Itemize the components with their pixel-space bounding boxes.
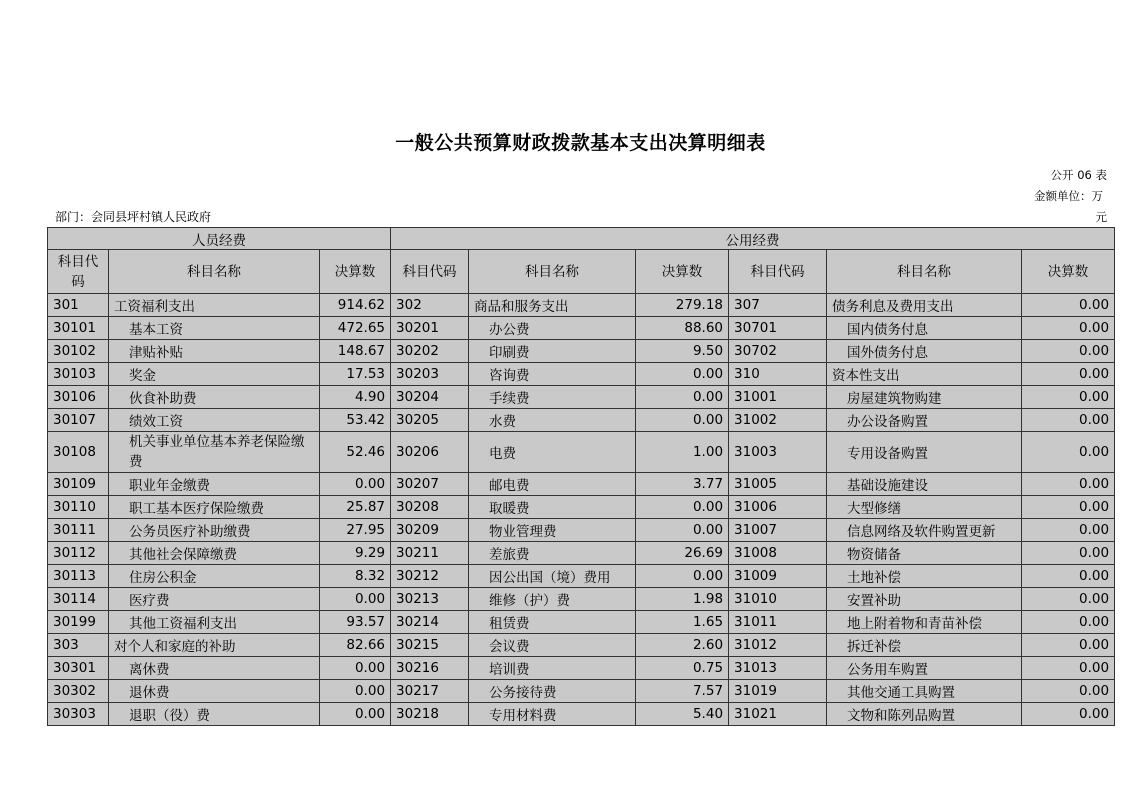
- cell-name: 维修（护）费: [469, 588, 636, 611]
- form-number: 公开 06 表: [1050, 168, 1107, 182]
- cell-name: 水费: [469, 409, 636, 432]
- table-row: [48, 565, 1115, 588]
- cell-amount: 0.00: [1022, 680, 1115, 703]
- cell-amount: 0.00: [636, 409, 729, 432]
- cell-name: 房屋建筑物购建: [827, 386, 1022, 409]
- cell-code: 31002: [729, 409, 827, 432]
- cell-amount: 914.62: [320, 294, 391, 317]
- column-header-amount: 决算数: [636, 250, 729, 294]
- unit-label: 金额单位：万: [1034, 189, 1103, 203]
- column-header-code: 科目代码: [391, 250, 469, 294]
- cell-name: 咨询费: [469, 363, 636, 386]
- cell-code: 31007: [729, 519, 827, 542]
- cell-code: 30213: [391, 588, 469, 611]
- cell-name: 奖金: [109, 363, 320, 386]
- cell-name: 办公设备购置: [827, 409, 1022, 432]
- cell-name: 差旅费: [469, 542, 636, 565]
- cell-code: 30217: [391, 680, 469, 703]
- cell-amount: 9.29: [320, 542, 391, 565]
- table-row: [48, 386, 1115, 409]
- cell-code: 31001: [729, 386, 827, 409]
- cell-name: 因公出国（境）费用: [469, 565, 636, 588]
- cell-code: 31005: [729, 473, 827, 496]
- cell-amount: 2.60: [636, 634, 729, 657]
- cell-amount: 82.66: [320, 634, 391, 657]
- cell-name: 津贴补贴: [109, 340, 320, 363]
- cell-code: 30208: [391, 496, 469, 519]
- cell-code: 30203: [391, 363, 469, 386]
- cell-amount: 0.00: [320, 680, 391, 703]
- cell-name: 工资福利支出: [109, 294, 320, 317]
- cell-name: 会议费: [469, 634, 636, 657]
- cell-amount: 0.00: [320, 473, 391, 496]
- cell-code: 30303: [48, 703, 109, 726]
- table-row: [48, 680, 1115, 703]
- cell-name: 其他工资福利支出: [109, 611, 320, 634]
- cell-code: 30102: [48, 340, 109, 363]
- cell-amount: 0.75: [636, 657, 729, 680]
- cell-code: 30112: [48, 542, 109, 565]
- cell-amount: 0.00: [1022, 496, 1115, 519]
- table-row: [48, 519, 1115, 542]
- cell-code: 31011: [729, 611, 827, 634]
- cell-code: 30106: [48, 386, 109, 409]
- cell-amount: 0.00: [1022, 294, 1115, 317]
- column-header-code: 科目代码: [48, 250, 109, 294]
- cell-name: 专用设备购置: [827, 432, 1022, 473]
- cell-name: 对个人和家庭的补助: [109, 634, 320, 657]
- cell-name: 物资储备: [827, 542, 1022, 565]
- cell-code: 30114: [48, 588, 109, 611]
- table-row: [48, 703, 1115, 726]
- group-header-row: [48, 228, 1115, 250]
- column-header-code: 科目代码: [729, 250, 827, 294]
- cell-code: 31010: [729, 588, 827, 611]
- cell-code: 30209: [391, 519, 469, 542]
- cell-code: 310: [729, 363, 827, 386]
- cell-amount: 1.00: [636, 432, 729, 473]
- cell-code: 30201: [391, 317, 469, 340]
- cell-code: 31021: [729, 703, 827, 726]
- cell-code: 30113: [48, 565, 109, 588]
- cell-code: 31013: [729, 657, 827, 680]
- cell-name: 信息网络及软件购置更新: [827, 519, 1022, 542]
- table-row: [48, 542, 1115, 565]
- cell-amount: 5.40: [636, 703, 729, 726]
- cell-amount: 26.69: [636, 542, 729, 565]
- cell-code: 30107: [48, 409, 109, 432]
- table-row: [48, 317, 1115, 340]
- table-row: [48, 611, 1115, 634]
- cell-code: 31009: [729, 565, 827, 588]
- cell-name: 土地补偿: [827, 565, 1022, 588]
- cell-amount: 17.53: [320, 363, 391, 386]
- group-header-personnel: 人员经费: [48, 228, 391, 250]
- table-row: [48, 588, 1115, 611]
- cell-name: 债务利息及费用支出: [827, 294, 1022, 317]
- cell-code: 30110: [48, 496, 109, 519]
- cell-name: 公务用车购置: [827, 657, 1022, 680]
- cell-name: 其他社会保障缴费: [109, 542, 320, 565]
- cell-name: 物业管理费: [469, 519, 636, 542]
- cell-name: 职工基本医疗保险缴费: [109, 496, 320, 519]
- cell-name: 基础设施建设: [827, 473, 1022, 496]
- cell-code: 30111: [48, 519, 109, 542]
- cell-code: 30205: [391, 409, 469, 432]
- cell-amount: 25.87: [320, 496, 391, 519]
- cell-code: 30101: [48, 317, 109, 340]
- cell-name: 机关事业单位基本养老保险缴费: [109, 432, 320, 473]
- cell-amount: 52.46: [320, 432, 391, 473]
- cell-code: 31012: [729, 634, 827, 657]
- cell-amount: 148.67: [320, 340, 391, 363]
- cell-name: 离休费: [109, 657, 320, 680]
- column-header-name: 科目名称: [469, 250, 636, 294]
- cell-amount: 0.00: [1022, 317, 1115, 340]
- cell-code: 302: [391, 294, 469, 317]
- cell-amount: 0.00: [1022, 542, 1115, 565]
- cell-amount: 0.00: [320, 657, 391, 680]
- cell-amount: 0.00: [1022, 432, 1115, 473]
- cell-name: 大型修缮: [827, 496, 1022, 519]
- cell-amount: 0.00: [320, 588, 391, 611]
- cell-name: 国内债务付息: [827, 317, 1022, 340]
- cell-code: 30103: [48, 363, 109, 386]
- group-header-public: 公用经费: [391, 228, 1115, 250]
- cell-code: 30301: [48, 657, 109, 680]
- cell-name: 手续费: [469, 386, 636, 409]
- table-row: [48, 473, 1115, 496]
- cell-name: 绩效工资: [109, 409, 320, 432]
- cell-name: 住房公积金: [109, 565, 320, 588]
- cell-code: 303: [48, 634, 109, 657]
- cell-code: 31003: [729, 432, 827, 473]
- cell-amount: 0.00: [636, 386, 729, 409]
- cell-amount: 0.00: [1022, 634, 1115, 657]
- cell-name: 退休费: [109, 680, 320, 703]
- cell-amount: 0.00: [1022, 611, 1115, 634]
- cell-name: 基本工资: [109, 317, 320, 340]
- expenditure-table: [47, 227, 1115, 726]
- table-row: [48, 409, 1115, 432]
- cell-code: 31019: [729, 680, 827, 703]
- column-header-amount: 决算数: [320, 250, 391, 294]
- cell-code: 30204: [391, 386, 469, 409]
- cell-name: 其他交通工具购置: [827, 680, 1022, 703]
- cell-code: 30302: [48, 680, 109, 703]
- cell-amount: 0.00: [1022, 340, 1115, 363]
- column-header-row: [48, 250, 1115, 294]
- cell-amount: 0.00: [1022, 473, 1115, 496]
- cell-name: 办公费: [469, 317, 636, 340]
- cell-name: 专用材料费: [469, 703, 636, 726]
- cell-code: 30702: [729, 340, 827, 363]
- table-row: [48, 363, 1115, 386]
- cell-name: 商品和服务支出: [469, 294, 636, 317]
- table-row: [48, 432, 1115, 473]
- cell-amount: 88.60: [636, 317, 729, 340]
- cell-code: 30202: [391, 340, 469, 363]
- cell-name: 医疗费: [109, 588, 320, 611]
- cell-name: 租赁费: [469, 611, 636, 634]
- cell-amount: 0.00: [636, 363, 729, 386]
- cell-amount: 0.00: [1022, 588, 1115, 611]
- table-row: [48, 657, 1115, 680]
- cell-code: 30108: [48, 432, 109, 473]
- cell-amount: 27.95: [320, 519, 391, 542]
- cell-amount: 9.50: [636, 340, 729, 363]
- cell-code: 30215: [391, 634, 469, 657]
- cell-amount: 0.00: [1022, 703, 1115, 726]
- department-label: 部门：会同县坪村镇人民政府: [55, 210, 212, 224]
- cell-name: 拆迁补偿: [827, 634, 1022, 657]
- cell-name: 安置补助: [827, 588, 1022, 611]
- cell-amount: 3.77: [636, 473, 729, 496]
- cell-name: 公务接待费: [469, 680, 636, 703]
- cell-code: 30214: [391, 611, 469, 634]
- cell-amount: 0.00: [1022, 409, 1115, 432]
- cell-name: 公务员医疗补助缴费: [109, 519, 320, 542]
- cell-amount: 0.00: [1022, 386, 1115, 409]
- table-row: [48, 340, 1115, 363]
- cell-amount: 1.65: [636, 611, 729, 634]
- table-row: [48, 496, 1115, 519]
- cell-amount: 0.00: [1022, 363, 1115, 386]
- cell-code: 30199: [48, 611, 109, 634]
- cell-code: 30207: [391, 473, 469, 496]
- report-title: 一般公共预算财政拨款基本支出决算明细表: [395, 132, 766, 154]
- cell-code: 30206: [391, 432, 469, 473]
- cell-amount: 0.00: [1022, 657, 1115, 680]
- cell-code: 31008: [729, 542, 827, 565]
- cell-name: 资本性支出: [827, 363, 1022, 386]
- cell-amount: 279.18: [636, 294, 729, 317]
- cell-code: 30218: [391, 703, 469, 726]
- cell-code: 307: [729, 294, 827, 317]
- cell-amount: 0.00: [636, 519, 729, 542]
- cell-code: 30216: [391, 657, 469, 680]
- cell-amount: 7.57: [636, 680, 729, 703]
- cell-amount: 0.00: [320, 703, 391, 726]
- cell-amount: 53.42: [320, 409, 391, 432]
- cell-amount: 93.57: [320, 611, 391, 634]
- cell-amount: 472.65: [320, 317, 391, 340]
- cell-code: 30701: [729, 317, 827, 340]
- table-row: [48, 634, 1115, 657]
- cell-name: 地上附着物和青苗补偿: [827, 611, 1022, 634]
- cell-name: 文物和陈列品购置: [827, 703, 1022, 726]
- cell-amount: 4.90: [320, 386, 391, 409]
- column-header-amount: 决算数: [1022, 250, 1115, 294]
- cell-name: 退职（役）费: [109, 703, 320, 726]
- table-row: [48, 294, 1115, 317]
- cell-code: 301: [48, 294, 109, 317]
- column-header-name: 科目名称: [109, 250, 320, 294]
- cell-amount: 1.98: [636, 588, 729, 611]
- cell-code: 31006: [729, 496, 827, 519]
- cell-amount: 0.00: [636, 496, 729, 519]
- cell-name: 培训费: [469, 657, 636, 680]
- cell-amount: 0.00: [636, 565, 729, 588]
- cell-amount: 0.00: [1022, 565, 1115, 588]
- cell-code: 30109: [48, 473, 109, 496]
- cell-amount: 0.00: [1022, 519, 1115, 542]
- cell-name: 印刷费: [469, 340, 636, 363]
- cell-name: 国外债务付息: [827, 340, 1022, 363]
- cell-code: 30212: [391, 565, 469, 588]
- cell-name: 职业年金缴费: [109, 473, 320, 496]
- cell-name: 伙食补助费: [109, 386, 320, 409]
- cell-name: 电费: [469, 432, 636, 473]
- cell-amount: 8.32: [320, 565, 391, 588]
- cell-code: 30211: [391, 542, 469, 565]
- cell-name: 取暖费: [469, 496, 636, 519]
- cell-name: 邮电费: [469, 473, 636, 496]
- unit-suffix: 元: [1095, 210, 1107, 224]
- column-header-name: 科目名称: [827, 250, 1022, 294]
